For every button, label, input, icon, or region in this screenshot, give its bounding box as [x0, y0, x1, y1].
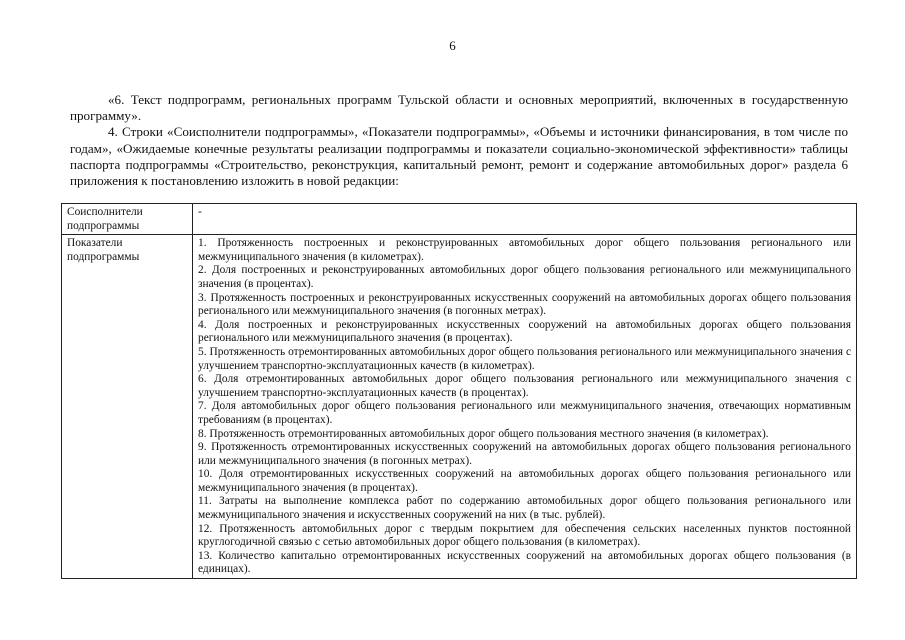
indicator-item-5: 5. Протяженность отремонтированных автомобильных дорог общего пользования регионального или межмуниципального значения с улучшением транспортно-эксплуатационных качеств (в километрах). [198, 345, 851, 372]
page-number: 6 [449, 38, 456, 53]
table-row-indicators [62, 235, 857, 579]
indicator-item-12: 12. Протяженность автомобильных дорог с твердым покрытием для обеспечения сельских населенных пунктов постоянной круглогодичной связью с сетью автомобильных дорог общего пользования (в километрах). [198, 522, 851, 549]
coexecutors-value: - [193, 204, 857, 235]
indicator-item-6: 6. Доля отремонтированных автомобильных дорог общего пользования регионального или межмуниципального значения с улучшением транспортно-эксплуатационных качеств (в процентах). [198, 373, 851, 399]
indicators-label: Показатели подпрограммы [62, 235, 193, 579]
paragraph-section-6: «6. Текст подпрограмм, региональных программ Тульской области и основных мероприятий, включенных в государственную программу». [70, 92, 848, 124]
indicator-item-1: 1. Протяженность построенных и реконструированных автомобильных дорог общего пользования регионального или межмуниципального значения (в километрах). [198, 237, 851, 263]
intro-text [70, 92, 848, 189]
indicator-item-3: 3. Протяженность построенных и реконструированных искусственных сооружений на автомобильных дорогах общего пользования регионального или межмуниципального значения (в погонных метрах). [198, 291, 851, 318]
paragraph-amendment-4: 4. Строки «Соисполнители подпрограммы», «Показатели подпрограммы», «Объемы и источники финансирования, в том числе по годам», «Ожидаемые конечные результаты реализации подпрограммы и показатели социально-экономической эффективности» таблицы паспорта подпрограммы «Строительство, реконструкция, капитальный ремонт, ремонт и содержание автомобильных дорог» раздела 6 приложения к постановлению изложить в новой редакции: [70, 124, 848, 189]
indicator-item-9: 9. Протяженность отремонтированных искусственных сооружений на автомобильных дорогах общего пользования регионального или межмуниципального значения (в погонных метрах). [198, 441, 851, 467]
table-row-coexecutors [62, 204, 857, 235]
indicator-item-8: 8. Протяженность отремонтированных автомобильных дорог общего пользования местного значения (в километрах). [198, 427, 769, 440]
indicator-item-7: 7. Доля автомобильных дорог общего пользования регионального или межмуниципального значения, отвечающих нормативным требованиям (в процентах). [198, 400, 851, 426]
indicator-item-4: 4. Доля построенных и реконструированных искусственных сооружений на автомобильных дорогах общего пользования регионального или межмуниципального значения (в процентах). [198, 318, 851, 345]
coexecutors-label: Соисполнители подпрограммы [62, 204, 193, 235]
indicator-item-2: 2. Доля построенных и реконструированных автомобильных дорог общего пользования регионального или межмуниципального значения (в процентах). [198, 264, 851, 290]
indicator-item-10: 10. Доля отремонтированных искусственных сооружений на автомобильных дорогах общего пользования регионального или межмуниципального значения (в процентах). [198, 468, 851, 494]
indicators-list [193, 235, 857, 579]
indicator-item-13: 13. Количество капитально отремонтированных искусственных сооружений на автомобильных дорогах общего пользования (в единицах). [198, 549, 851, 576]
subprogram-passport-table [61, 203, 857, 579]
indicator-item-11: 11. Затраты на выполнение комплекса работ по содержанию автомобильных дорог общего пользования регионального или межмуниципального значения и искусственных сооружений на них (в тыс. рублей). [198, 495, 851, 522]
